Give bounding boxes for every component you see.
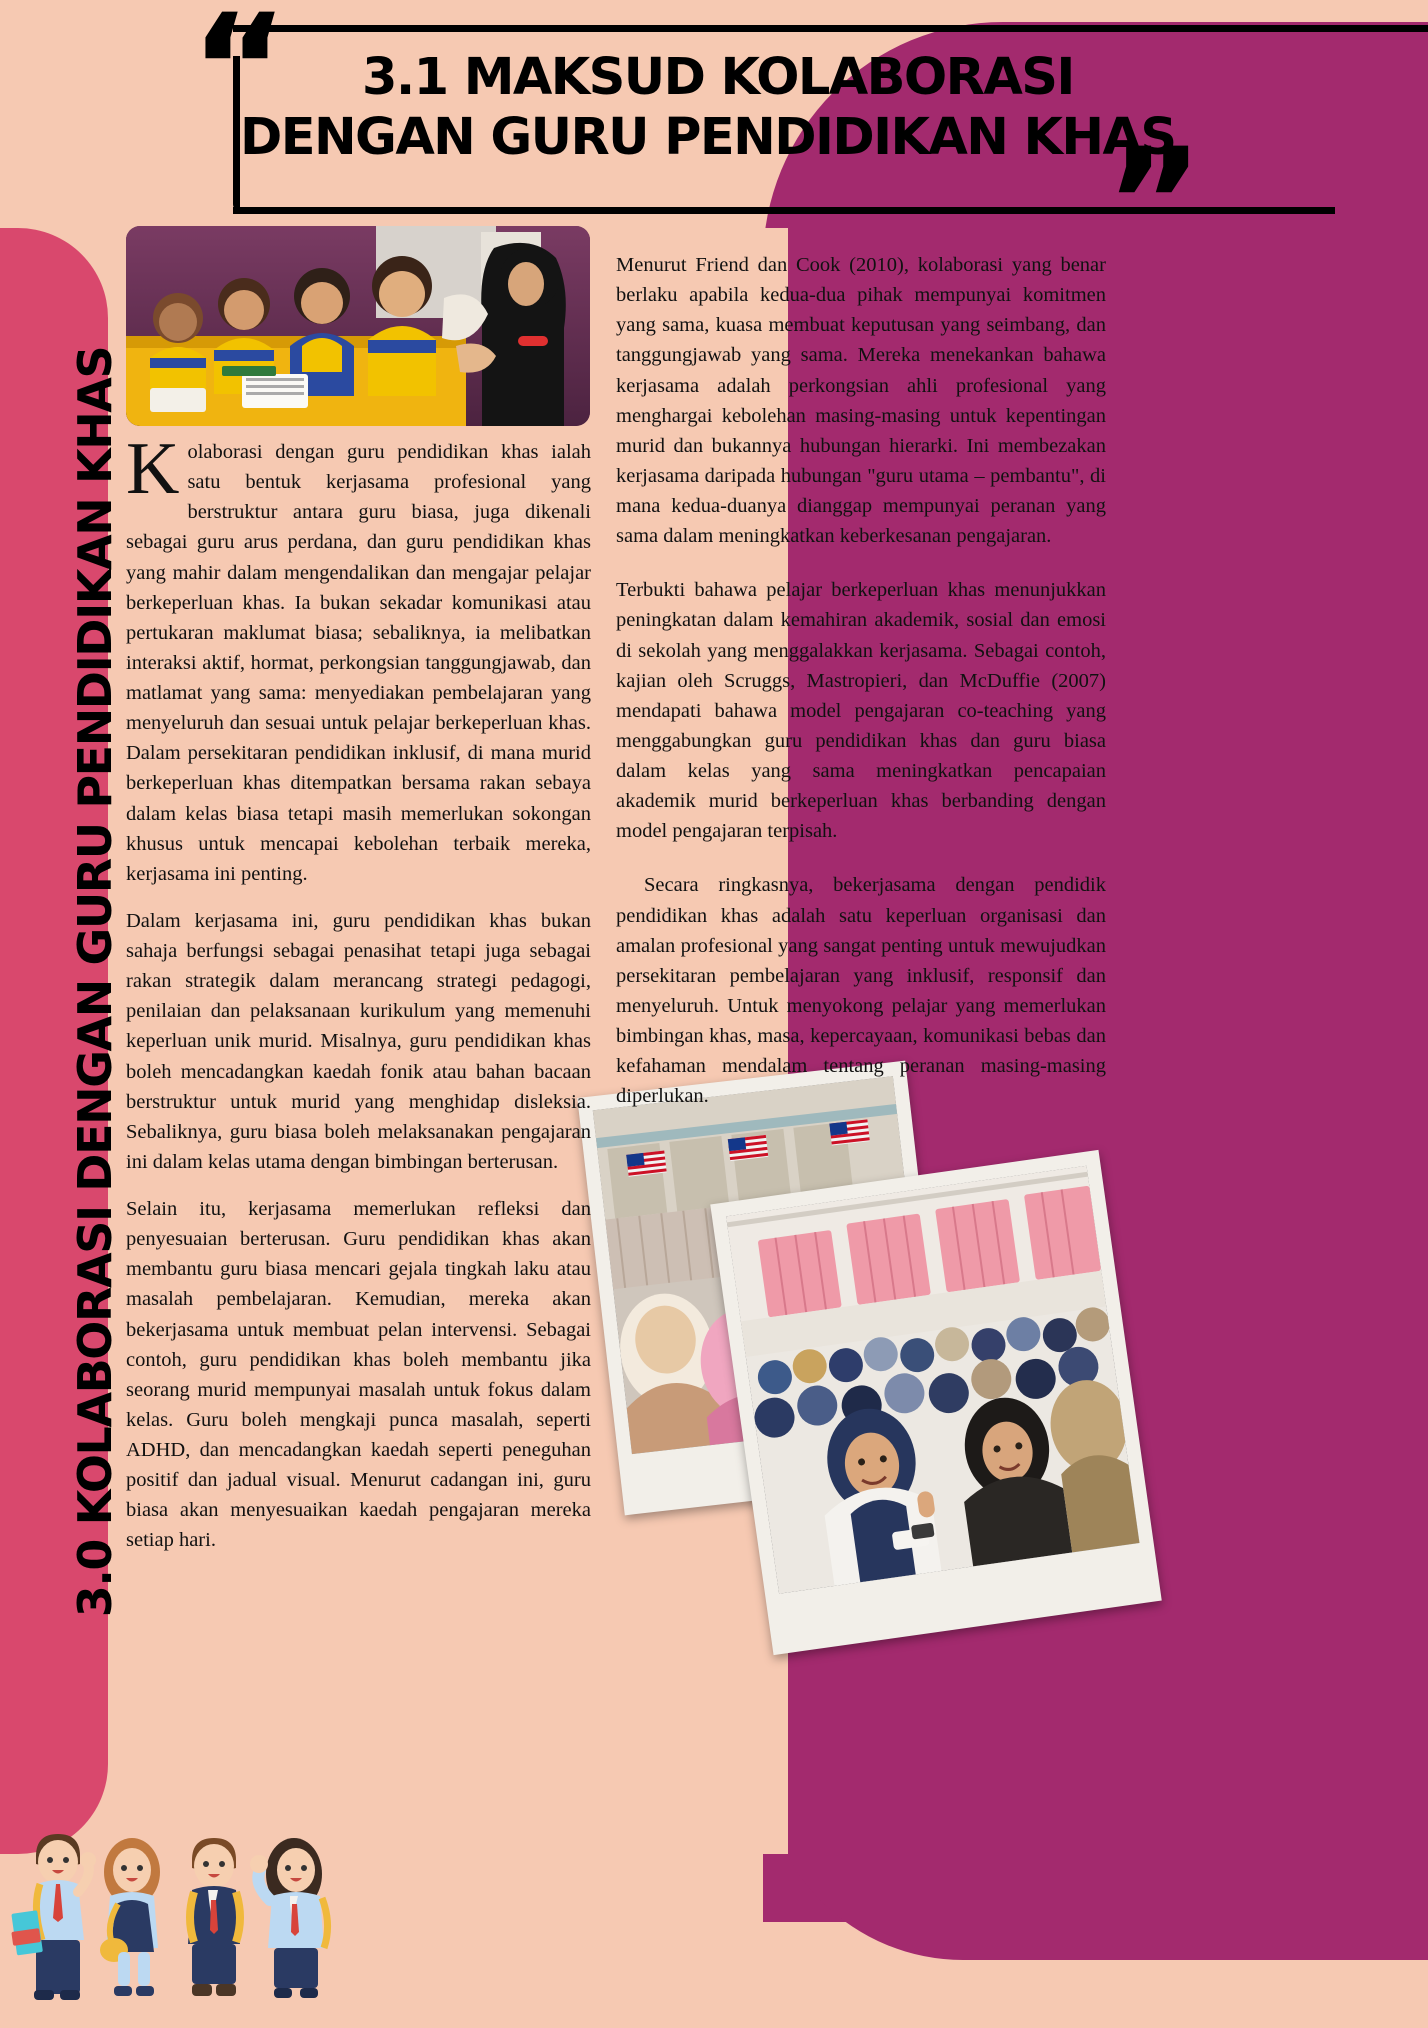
right-paragraph-1: Menurut Friend dan Cook (2010), kolaborasi yang benar berlaku apabila kedua-dua pihak mempunyai komitmen yang sama, kuasa membuat keputusan yang seimbang, dan tanggungjawab yang sama. Mereka menekankan bahawa kerjasama adalah perkongsian ahli profesional yang menghargai kebolehan masing-masing untuk kepentingan murid dan bukannya hubungan hierarki. Ini membezakan kerjasama daripada hubungan "guru utama – pembantu", di mana kedua-duanya dianggap mempunyai peranan yang sama dalam meningkatkan keberkesanan pengajaran. <box>616 254 1106 548</box>
polaroid-photo-assembly <box>710 1150 1162 1655</box>
right-column <box>616 250 1106 1135</box>
magenta-panel-foot <box>763 1700 1428 1960</box>
left-paragraph-3: Selain itu, kerjasama memerlukan refleksi dan penyesuaian berterusan. Guru pendidikan khas akan membantu guru biasa mencari gejala tingkah laku atau masalah pembelajaran. Kemudian, mereka akan bekerjasama untuk membuat pelan intervensi. Sebagai contoh, guru pendidikan khas boleh membantu jika seorang murid mempunyai masalah untuk fokus dalam kelas. Guru boleh mengkaji punca masalah, seperti ADHD, dan mencadangkan kaedah seperti peneguhan positif dan jadual visual. Menurut cadangan ini, guru biasa akan menyesuaikan kaedah pengajaran mereka setiap hari. <box>126 1198 591 1552</box>
header-rule-top <box>233 25 1428 32</box>
schoolchildren-illustration <box>6 1800 336 2028</box>
classroom-photo <box>126 226 590 426</box>
right-paragraph-3: Secara ringkasnya, bekerjasama dengan pendidik pendidikan khas adalah satu keperluan organisasi dan amalan profesional yang sangat penting untuk mewujudkan persekitaran pembelajaran yang inklusif, responsif dan menyeluruh. Untuk menyokong pelajar yang memerlukan bimbingan khas, masa, kepercayaan, komunikasi bebas dan kefahaman mendalam tentang peranan masing-masing diperlukan. <box>616 874 1106 1108</box>
page-title-line-1: 3.1 MAKSUD KOLABORASI <box>362 48 1074 107</box>
right-paragraph-2: Terbukti bahawa pelajar berkeperluan khas menunjukkan peningkatan dalam kemahiran akademik, sosial dan emosi di sekolah yang menggalakkan kerjasama. Sebagai contoh, kajian oleh Scruggs, Mastropieri, dan McDuffie (2007) mendapati bahawa model pengajaran co-teaching yang menggabungkan guru pendidikan khas dan guru biasa dalam kelas yang sama meningkatkan pencapaian akademik murid berkeperluan khas berbanding dengan model pengajaran terpisah. <box>616 579 1106 843</box>
page-title-line-2: DENGAN GURU PENDIDIKAN KHAS <box>240 108 1176 168</box>
left-paragraph-2: Dalam kerjasama ini, guru pendidikan khas bukan sahaja berfungsi sebagai penasihat tetapi juga sebagai rakan strategik dalam merancang strategi pedagogi, penilaian dan pelaksanaan kurikulum yang memenuhi keperluan unik murid. Misalnya, guru pendidikan khas boleh mencadangkan kaedah fonik atau bahan bacaan berstruktur untuk murid yang menghidap disleksia. Sebaliknya, guru biasa boleh melaksanakan pengajaran ini dalam kelas utama dengan bimbingan berterusan. <box>126 909 591 1173</box>
page-title <box>240 48 1400 168</box>
left-paragraph-1: Kolaborasi dengan guru pendidikan khas ialah satu bentuk kerjasama profesional yang berstruktur antara guru biasa, juga dikenali sebagai guru arus perdana, dan guru pendidikan khas yang mahir dalam mengendalikan dan mengajar pelajar berkeperluan khas. Ia bukan sekadar komunikasi atau pertukaran maklumat biasa; sebaliknya, ia melibatkan interaksi aktif, hormat, perkongsian tanggungjawab, dan matlamat yang sama: menyediakan pembelajaran yang menyeluruh dan sesuai untuk pelajar berkeperluan khas. Dalam persekitaran pendidikan inklusif, di mana murid berkeperluan khas ditempatkan bersama rakan sebaya dalam kelas biasa tetapi masih memerlukan sokongan khusus untuk mencapai kebolehan terbaik mereka, kerjasama ini penting. <box>126 428 591 885</box>
quote-open-icon: “ <box>190 0 283 157</box>
sidebar-vertical-title: 3.0 KOLABORASI DENGAN GURU PENDIDIKAN KHAS <box>68 346 122 1618</box>
header <box>0 0 1428 291</box>
left-column <box>126 428 591 1573</box>
quote-close-icon: ” <box>1105 117 1198 291</box>
